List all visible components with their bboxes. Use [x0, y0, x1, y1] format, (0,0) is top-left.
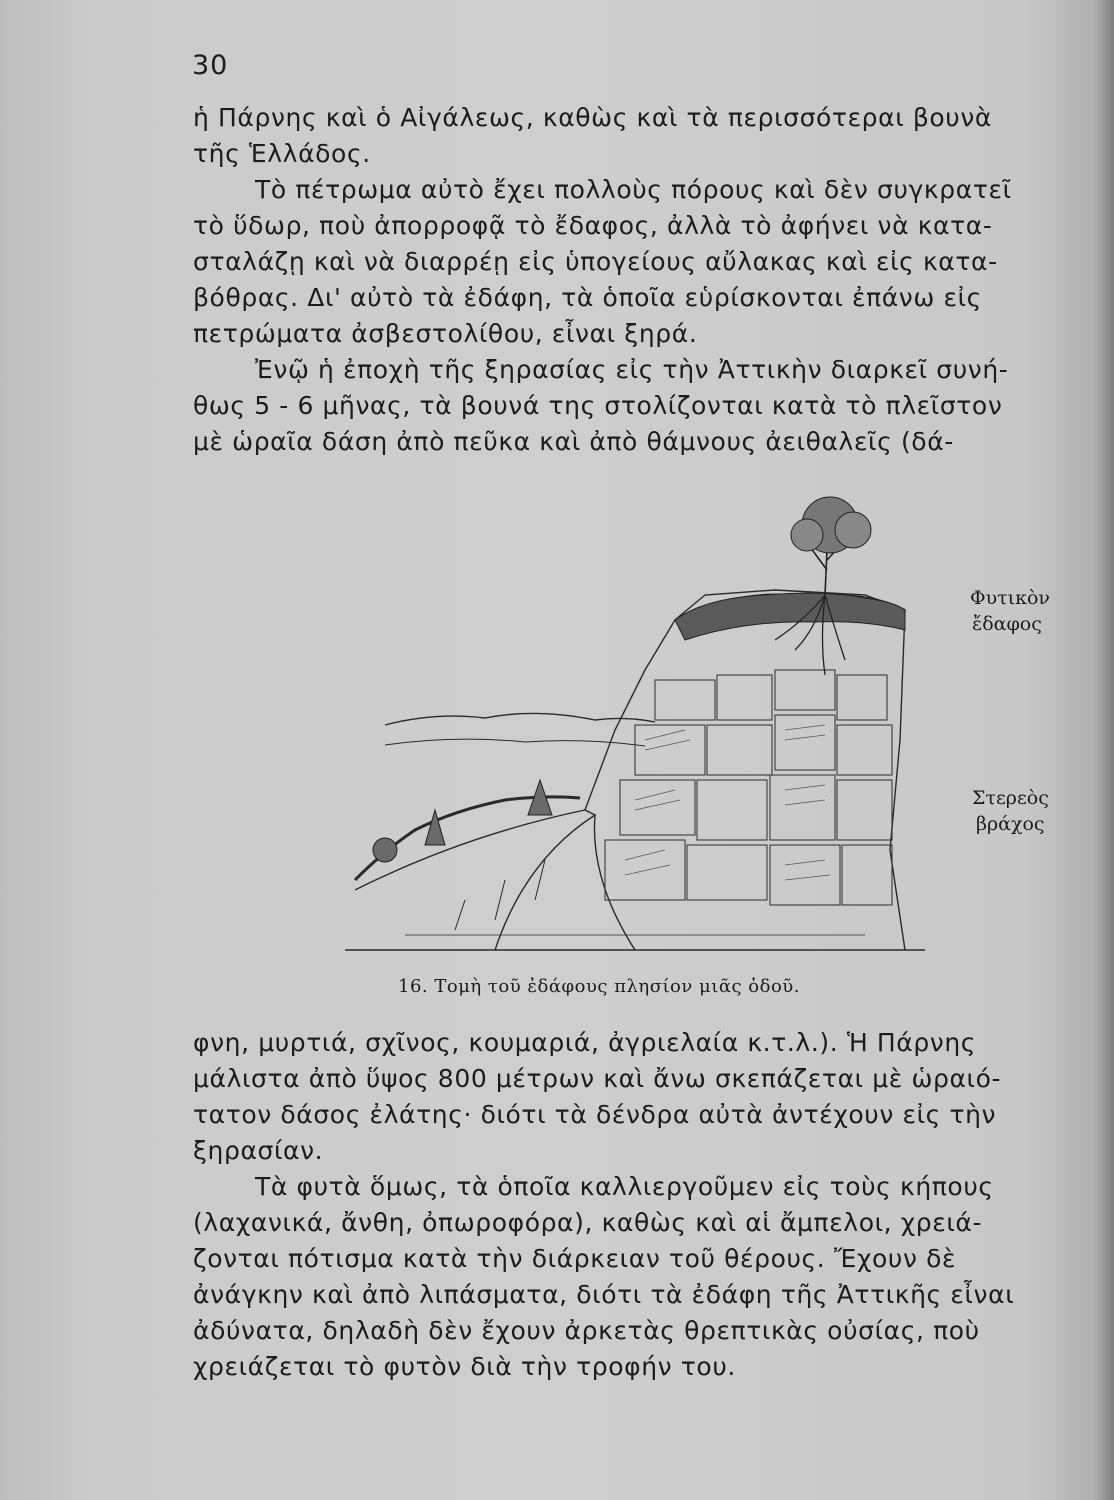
- soil-section-illustration: [345, 480, 925, 960]
- text-line: (λαχανικά, ἄνθη, ὀπωροφόρα), καθὼς καὶ αἱ ἄμπελοι, χρειά-: [193, 1208, 983, 1237]
- text-line: Τὸ πέτρωμα αὐτὸ ἔχει πολλοὺς πόρους καὶ δὲν συγκρατεῖ: [255, 175, 1012, 204]
- text-line: τατον δάσος ἐλάτης· διότι τὰ δένδρα αὐτὰ ἀντέχουν εἰς τὴν: [193, 1100, 997, 1129]
- label-solid-rock-line1: Στερεὸς: [972, 787, 1049, 809]
- text-line: Τὰ φυτὰ ὅμως, τὰ ὁποῖα καλλιεργοῦμεν εἰς τοὺς κήπους: [255, 1172, 994, 1201]
- illustration-svg: [345, 480, 925, 960]
- text-line: ξηρασίαν.: [193, 1136, 324, 1165]
- text-line: ἀνάγκην καὶ ἀπὸ λιπάσματα, διότι τὰ ἐδάφη τῆς Ἀττικῆς εἶναι: [193, 1280, 1015, 1309]
- label-plant-soil-line2: ἔδαφος: [972, 613, 1042, 635]
- text-line: σταλάζῃ καὶ νὰ διαρρέῃ εἰς ὑπογείους αὔλακας καὶ εἰς κατα-: [193, 247, 998, 276]
- text-line: πετρώματα ἀσβεστολίθου, εἶναι ξηρά.: [193, 319, 698, 348]
- text-line: Ἐνῷ ἡ ἐποχὴ τῆς ξηρασίας εἰς τὴν Ἀττικὴν διαρκεῖ συνή-: [255, 355, 1009, 384]
- text-line: μάλιστα ἀπὸ ὕψος 800 μέτρων καὶ ἄνω σκεπάζεται μὲ ὡραιό-: [193, 1064, 1002, 1093]
- label-plant-soil-line1: Φυτικὸν: [970, 587, 1050, 609]
- text-block-top: [193, 100, 1053, 460]
- text-line: τὸ ὕδωρ, ποὺ ἀπορροφᾷ τὸ ἔδαφος, ἀλλὰ τὸ ἀφήνει νὰ κατα-: [193, 211, 993, 240]
- label-solid-rock: [972, 785, 1049, 837]
- text-line: βόθρας. Δι' αὐτὸ τὰ ἐδάφη, τὰ ὁποῖα εὑρίσκονται ἐπάνω εἰς: [193, 283, 982, 312]
- text-line: φνη, μυρτιά, σχῖνος, κουμαριά, ἀγριελαία κ.τ.λ.). Ἡ Πάρνης: [193, 1028, 977, 1057]
- text-line: ἡ Πάρνης καὶ ὁ Αἰγάλεως, καθὼς καὶ τὰ περισσότεραι βουνὰ: [193, 103, 992, 132]
- label-plant-soil: [970, 585, 1050, 637]
- text-line: θως 5 - 6 μῆνας, τὰ βουνά της στολίζονται κατὰ τὸ πλεῖστον: [193, 391, 1003, 420]
- text-line: χρειάζεται τὸ φυτὸν διὰ τὴν τροφήν του.: [193, 1352, 736, 1381]
- book-spine-shadow: [1092, 0, 1114, 1500]
- text-line: ἀδύνατα, δηλαδὴ δὲν ἔχουν ἀρκετὰς θρεπτικὰς οὐσίας, ποὺ: [193, 1316, 980, 1345]
- label-solid-rock-line2: βράχος: [976, 813, 1045, 835]
- text-line: ζονται πότισμα κατὰ τὴν διάρκειαν τοῦ θέρους. Ἔχουν δὲ: [193, 1244, 957, 1273]
- figure-caption: 16. Τομὴ τοῦ ἐδάφους πλησίον μιᾶς ὁδοῦ.: [398, 976, 800, 997]
- text-line: τῆς Ἑλλάδος.: [193, 139, 371, 168]
- page-number: 30: [192, 50, 229, 81]
- text-block-bottom: [193, 1025, 1053, 1385]
- text-line: μὲ ὡραῖα δάση ἀπὸ πεῦκα καὶ ἀπὸ θάμνους ἀειθαλεῖς (δά-: [193, 427, 954, 456]
